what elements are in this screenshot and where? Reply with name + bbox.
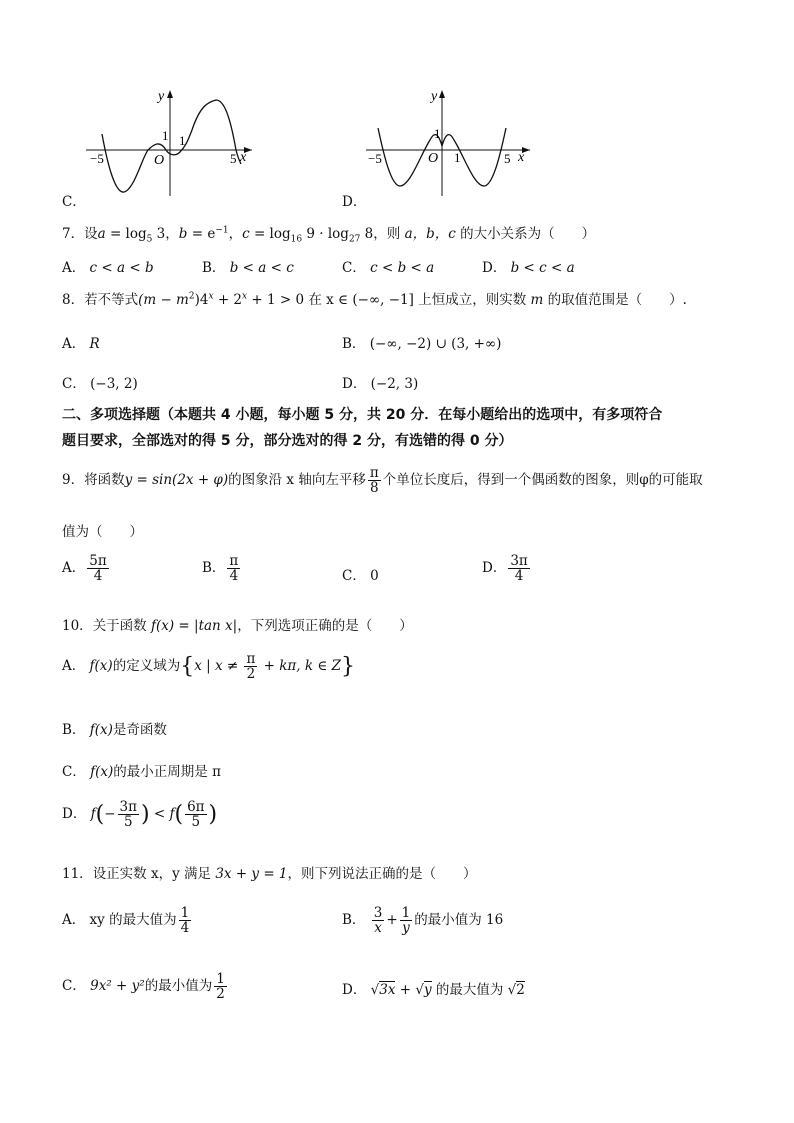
question-11: 11．设正实数 x，y 满足 3x + y = 1，则下列说法正确的是（ ）: [62, 866, 477, 882]
question-9: 9．将函数y = sin(2x + φ)的图象沿 x 轴向左平移 $\frac{\pi}{8}$ 个单位长度后，得到一个偶函数的图象，则φ的可能取: [62, 465, 703, 497]
q9-option-a[interactable]: A． $\frac{5\pi}{4}$: [62, 553, 107, 585]
q7-option-c[interactable]: C． c < b < a: [342, 260, 435, 276]
option-d-label: D．: [342, 194, 367, 210]
q9-option-d[interactable]: D． $\frac{3\pi}{4}$: [482, 553, 528, 585]
section-heading: 二、多项选择题（本题共 4 小题，每小题 5 分，共 20 分．在每小题给出的选项中，有多项符合 题目要求，全部选对的得 5 分，部分选对的得 2 分，有选错的得 0 分）: [62, 407, 663, 449]
label-o: O: [154, 153, 165, 168]
y-arrow: [167, 90, 173, 98]
label-neg5: −5: [368, 151, 382, 166]
question-7: 7．设$a = \log_5 3$，$b = e^{-1}$，$c = \log_{16} 9 \cdot \log_{27} 8$，则 a，b，c 的大小关系为（ ）: [62, 225, 596, 245]
label-y: y: [431, 89, 438, 104]
label-pos5: 5: [230, 151, 237, 166]
q11-option-b[interactable]: B． $\frac{3}{x}$ + $\frac{1}{y}$ 的最小值为 16: [342, 905, 504, 937]
q11-option-a[interactable]: A． xy 的最大值为 $\frac{1}{4}$: [62, 905, 190, 937]
q10-option-d[interactable]: D． f(− $\frac{3\pi}{5}$ ) < f( $\frac{6\pi}{5}$ ): [62, 799, 218, 831]
q10-option-b[interactable]: B． f(x)是奇函数: [62, 722, 167, 738]
question-10: 10．关于函数 f(x) = |tan x|，下列选项正确的是（ ）: [62, 618, 413, 634]
q9-option-c[interactable]: C． 0: [342, 568, 379, 584]
q11-option-d[interactable]: D． √3x + √y 的最大值为 √2: [342, 982, 525, 998]
y-arrow: [439, 90, 445, 98]
q7-option-d[interactable]: D． b < c < a: [482, 260, 575, 276]
q9-option-b[interactable]: B． $\frac{\pi}{4}$: [202, 553, 239, 585]
q8-option-c[interactable]: C． (−3, 2): [62, 376, 138, 392]
question-8: 8．若不等式$(m - m^2)4^x + 2^x + 1 > 0$ 在 x ∈ (−∞, −1] 上恒成立，则实数 m 的取值范围是（ ）.: [62, 291, 687, 308]
graph-c: [84, 86, 254, 196]
q8-option-a[interactable]: A． R: [62, 336, 100, 352]
label-neg5: −5: [90, 151, 104, 166]
q10-option-c[interactable]: C． f(x)的最小正周期是 π: [62, 764, 221, 780]
label-o: O: [428, 151, 439, 166]
label-y: y: [158, 89, 165, 104]
curve-c: [102, 100, 241, 192]
label-pos5: 5: [504, 151, 511, 166]
label-one-y: 1: [162, 128, 169, 143]
q11-option-c[interactable]: C． 9x² + y²的最小值为 $\frac{1}{2}$: [62, 971, 225, 1003]
q8-option-b[interactable]: B． (−∞, −2) ∪ (3, +∞): [342, 336, 502, 352]
q7-option-b[interactable]: B． b < a < c: [202, 260, 294, 276]
label-x: x: [240, 150, 247, 165]
q7-option-a[interactable]: A． c < a < b: [62, 260, 154, 276]
q10-option-a[interactable]: A． f(x)的定义域为{x | x ≠ $\frac{\pi}{2}$ + kπ, k ∈ Z}: [62, 651, 356, 683]
option-c-label: C．: [62, 194, 86, 210]
q8-option-d[interactable]: D． (−2, 3): [342, 376, 419, 392]
graph-d: [364, 86, 534, 196]
question-9-line2: 值为（ ）: [62, 524, 143, 540]
label-one-x: 1: [454, 150, 461, 165]
label-one-y: 1: [434, 126, 441, 141]
label-x: x: [518, 150, 525, 165]
label-one-x: 1: [179, 133, 186, 148]
